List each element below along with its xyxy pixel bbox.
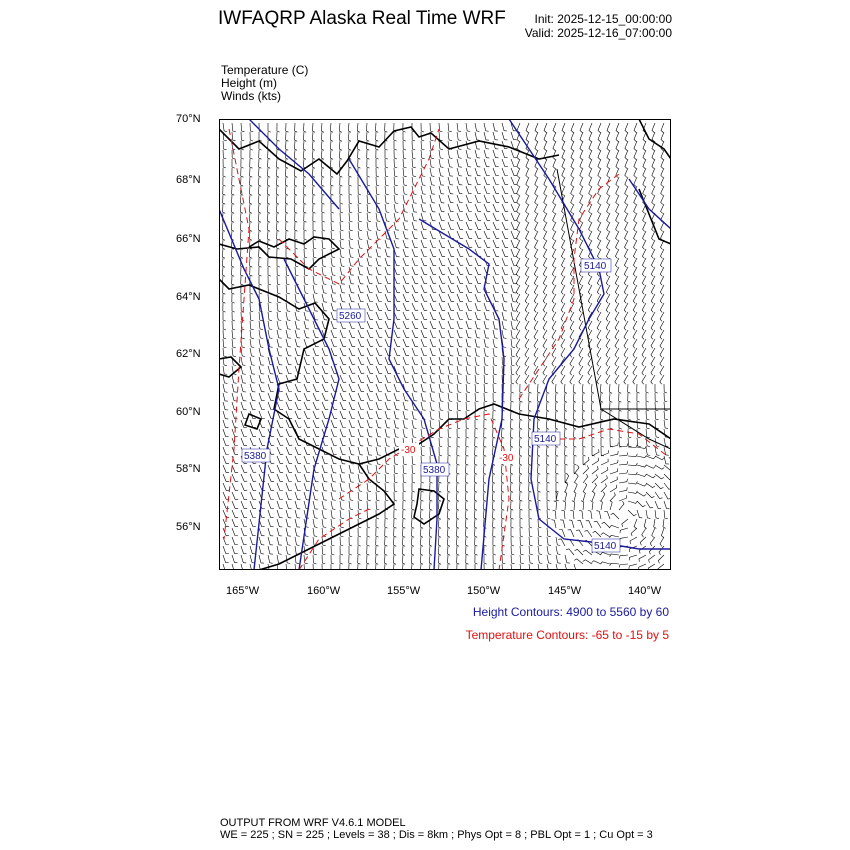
model-footer: OUTPUT FROM WRF V4.6.1 MODEL [220, 817, 406, 829]
lat-tick-70: 70°N [176, 113, 201, 125]
height-contours-note: Height Contours: 4900 to 5560 by 60 [472, 605, 669, 619]
field-label-height: Height (m) [221, 76, 278, 90]
init-time: Init: 2025-12-15_00:00:00 [534, 12, 672, 26]
lon-tick-165: 165°W [226, 585, 260, 597]
wind-barbs [222, 123, 671, 570]
lon-tick-140: 140°W [628, 585, 662, 597]
field-label-temperature: Temperature (C) [221, 63, 309, 77]
lat-tick-68: 68°N [176, 174, 201, 186]
valid-time: Valid: 2025-12-16_07:00:00 [524, 26, 672, 40]
height-label: 5140 [534, 434, 557, 445]
lat-tick-60: 60°N [176, 406, 201, 418]
border-lines [557, 169, 671, 449]
field-label-winds: Winds (kts) [221, 89, 281, 103]
height-label: 5140 [584, 261, 607, 272]
lon-tick-155: 155°W [387, 585, 421, 597]
height-label: 5260 [339, 311, 362, 322]
lon-tick-160: 160°W [307, 585, 341, 597]
coastlines [219, 119, 671, 570]
height-contours [219, 119, 671, 570]
temp-label: -30 [499, 453, 514, 464]
page-title: IWFAQRP Alaska Real Time WRF [218, 8, 506, 29]
lat-tick-64: 64°N [176, 291, 201, 303]
lat-tick-56: 56°N [176, 521, 201, 533]
height-label: 5140 [594, 541, 617, 552]
lat-tick-66: 66°N [176, 233, 201, 245]
weather-map [219, 119, 671, 570]
wind-barb-field [222, 123, 671, 570]
lat-tick-62: 62°N [176, 348, 201, 360]
lon-tick-145: 145°W [548, 585, 582, 597]
model-settings-footer: WE = 225 ; SN = 225 ; Levels = 38 ; Dis = 8km ; Phys Opt = 8 ; PBL Opt = 1 ; Cu Opt = 3 [220, 829, 653, 841]
temperature-contours-note: Temperature Contours: -65 to -15 by 5 [465, 628, 669, 642]
lon-tick-150: 150°W [467, 585, 501, 597]
height-label: 5380 [423, 465, 446, 476]
height-label: 5380 [244, 451, 267, 462]
temp-label: -30 [401, 445, 416, 456]
lat-tick-58: 58°N [176, 463, 201, 475]
